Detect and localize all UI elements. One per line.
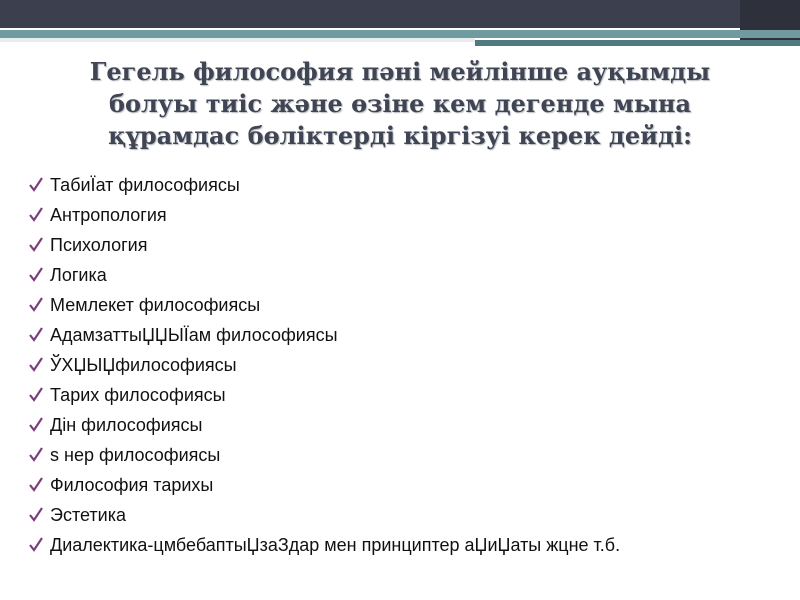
checkmark-icon: [28, 356, 44, 374]
header-teal-line-secondary: [475, 40, 800, 46]
checkmark-icon: [28, 266, 44, 284]
header-band: [0, 0, 800, 28]
header-light-strip: [0, 38, 475, 42]
bullet-item: [28, 230, 788, 260]
bullet-text: ЎХЏЫЏфилософиясы: [50, 354, 237, 375]
bullet-item: [28, 410, 788, 440]
bullet-text: Тарих философиясы: [50, 384, 226, 405]
bullet-text: Эстетика: [50, 504, 126, 525]
checkmark-icon: [28, 326, 44, 344]
checkmark-icon: [28, 176, 44, 194]
bullet-item: [28, 350, 788, 380]
checkmark-icon: [28, 506, 44, 524]
bullet-text: Дін философиясы: [50, 414, 203, 435]
bullet-text: Философия тарихы: [50, 474, 214, 495]
bullet-item: [28, 320, 788, 350]
bullet-text: Диалектика-цмбебаптыЏзаЗдар мен принциптер аЏиЏаты жцне т.б.: [50, 534, 621, 555]
bullet-list: [28, 170, 788, 560]
checkmark-icon: [28, 296, 44, 314]
slide-title: [30, 56, 770, 152]
slide-title-line: құрамдас бөліктерді кіргізуі керек дейді:: [108, 121, 692, 150]
bullet-text: Логика: [50, 264, 107, 285]
checkmark-icon: [28, 446, 44, 464]
bullet-item: [28, 290, 788, 320]
slide-title-line: болуы тиіс және өзіне кем дегенде мына: [108, 89, 692, 118]
bullet-item: [28, 200, 788, 230]
bullet-text: Психология: [50, 234, 148, 255]
checkmark-icon: [28, 386, 44, 404]
checkmark-icon: [28, 236, 44, 254]
checkmark-icon: [28, 476, 44, 494]
checkmark-icon: [28, 206, 44, 224]
bullet-text: Антропология: [50, 204, 167, 225]
bullet-item: [28, 530, 788, 560]
bullet-text: АдамзаттыЏЏЫЇам философиясы: [50, 324, 338, 345]
bullet-item: [28, 380, 788, 410]
bullet-item: [28, 500, 788, 530]
bullet-item: [28, 440, 788, 470]
bullet-text: Мемлекет философиясы: [50, 294, 261, 315]
bullet-item: [28, 470, 788, 500]
bullet-text: s нер философиясы: [50, 444, 221, 465]
slide-title-line: Гегель философия пәні мейлінше ауқымды: [89, 57, 711, 86]
bullet-item: [28, 260, 788, 290]
header-teal-line: [0, 30, 800, 38]
checkmark-icon: [28, 536, 44, 554]
bullet-text: ТабиЇат философиясы: [50, 174, 240, 195]
bullet-item: [28, 170, 788, 200]
checkmark-icon: [28, 416, 44, 434]
